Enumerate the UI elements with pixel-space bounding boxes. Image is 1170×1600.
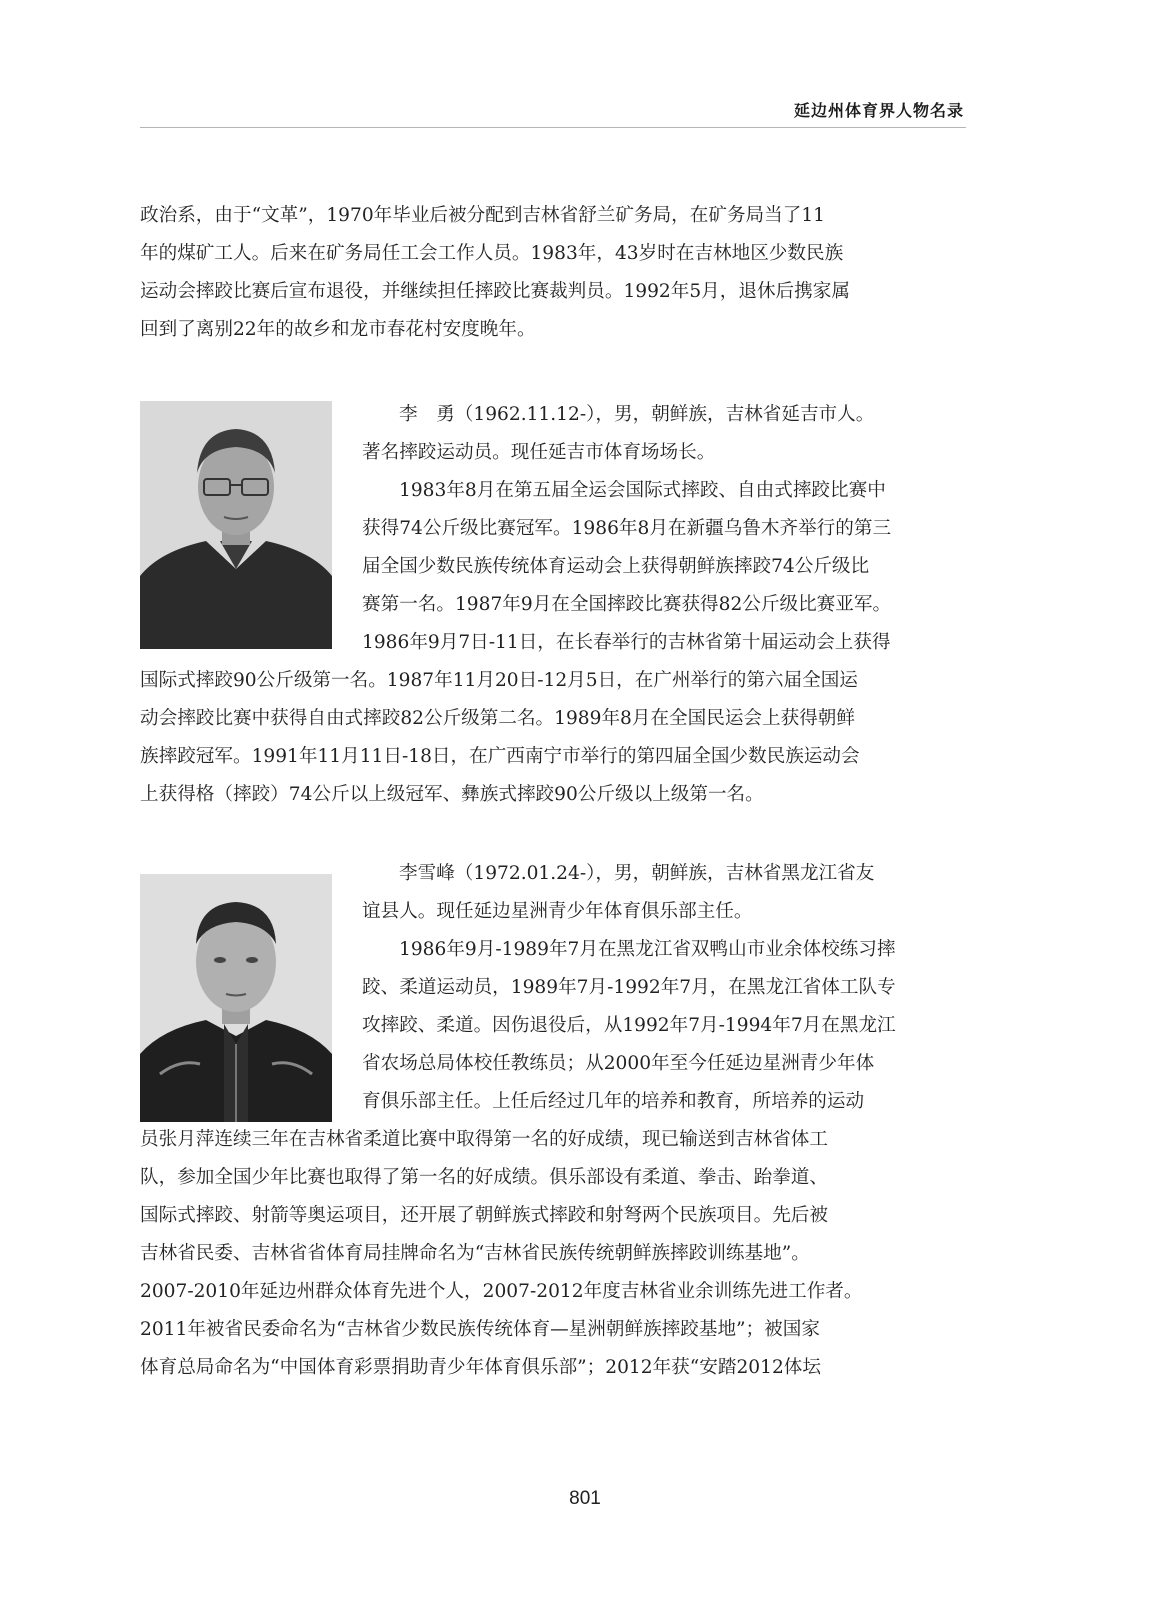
entry-li-xuefeng-full-text <box>140 1121 966 1387</box>
text-line: 1986年9月7日-11日，在长春举行的吉林省第十届运动会上获得 <box>362 632 891 653</box>
text-line: 著名摔跤运动员。现任延吉市体育场场长。 <box>362 442 716 463</box>
portrait-photo-li-xuefeng <box>140 874 332 1122</box>
text-line: 政治系，由于“文革”，1970年毕业后被分配到吉林省舒兰矿务局，在矿务局当了11 <box>140 205 825 226</box>
text-line: 国际式摔跤90公斤级第一名。1987年11月20日-12月5日，在广州举行的第六届全国运 <box>140 670 858 691</box>
entry-li-xuefeng-side-text <box>362 855 966 1121</box>
text-line: 2007-2010年延边州群众体育先进个人，2007-2012年度吉林省业余训练先进工作者。 <box>140 1281 863 1302</box>
text-line: 员张月萍连续三年在吉林省柔道比赛中取得第一名的好成绩，现已输送到吉林省体工 <box>140 1129 828 1150</box>
portrait-photo-li-yong <box>140 401 332 649</box>
entry-li-yong-side-text <box>362 396 966 662</box>
text-line: 上获得格（摔跤）74公斤以上级冠军、彝族式摔跤90公斤级以上级第一名。 <box>140 784 764 805</box>
text-line: 体育总局命名为“中国体育彩票捐助青少年体育俱乐部”；2012年获“安踏2012体坛 <box>140 1357 821 1378</box>
text-line: 回到了离别22年的故乡和龙市春花村安度晚年。 <box>140 319 536 340</box>
entry-li-yong-full-text <box>140 662 966 814</box>
text-line: 攻摔跤、柔道。因伤退役后，从1992年7月-1994年7月在黑龙江 <box>362 1015 896 1036</box>
entry-name-line: 李雪峰（1972.01.24-），男，朝鲜族，吉林省黑龙江省友 <box>399 863 875 884</box>
page-number: 801 <box>569 1488 601 1509</box>
text-line: 1983年8月在第五届全运会国际式摔跤、自由式摔跤比赛中 <box>399 480 886 501</box>
continuation-paragraph <box>140 197 966 349</box>
text-line: 获得74公斤级比赛冠军。1986年8月在新疆乌鲁木齐举行的第三 <box>362 518 892 539</box>
text-line: 年的煤矿工人。后来在矿务局任工会工作人员。1983年，43岁时在吉林地区少数民族 <box>140 243 844 264</box>
text-line: 国际式摔跤、射箭等奥运项目，还开展了朝鲜族式摔跤和射弩两个民族项目。先后被 <box>140 1205 828 1226</box>
text-line: 吉林省民委、吉林省省体育局挂牌命名为“吉林省民族传统朝鲜族摔跤训练基地”。 <box>140 1243 810 1264</box>
text-line: 赛第一名。1987年9月在全国摔跤比赛获得82公斤级比赛亚军。 <box>362 594 892 615</box>
text-line: 2011年被省民委命名为“吉林省少数民族传统体育—星洲朝鲜族摔跤基地”；被国家 <box>140 1319 820 1340</box>
text-line: 族摔跤冠军。1991年11月11日-18日，在广西南宁市举行的第四届全国少数民族运动会 <box>140 746 860 767</box>
page-header-title: 延边州体育界人物名录 <box>793 103 964 120</box>
text-line: 跤、柔道运动员，1989年7月-1992年7月，在黑龙江省体工队专 <box>362 977 896 998</box>
text-line: 育俱乐部主任。上任后经过几年的培养和教育，所培养的运动 <box>362 1091 865 1112</box>
text-line: 谊县人。现任延边星洲青少年体育俱乐部主任。 <box>362 901 753 922</box>
text-line: 动会摔跤比赛中获得自由式摔跤82公斤级第二名。1989年8月在全国民运会上获得朝鲜 <box>140 708 855 729</box>
text-line: 运动会摔跤比赛后宣布退役，并继续担任摔跤比赛裁判员。1992年5月，退休后携家属 <box>140 281 850 302</box>
text-line: 届全国少数民族传统体育运动会上获得朝鲜族摔跤74公斤级比 <box>362 556 870 577</box>
text-line: 省农场总局体校任教练员；从2000年至今任延边星洲青少年体 <box>362 1053 875 1074</box>
entry-name-line: 李 勇（1962.11.12-），男，朝鲜族，吉林省延吉市人。 <box>399 404 875 425</box>
header-rule <box>140 127 966 128</box>
text-line: 队，参加全国少年比赛也取得了第一名的好成绩。俱乐部设有柔道、拳击、跆拳道、 <box>140 1167 828 1188</box>
text-line: 1986年9月-1989年7月在黑龙江省双鸭山市业余体校练习摔 <box>399 939 896 960</box>
